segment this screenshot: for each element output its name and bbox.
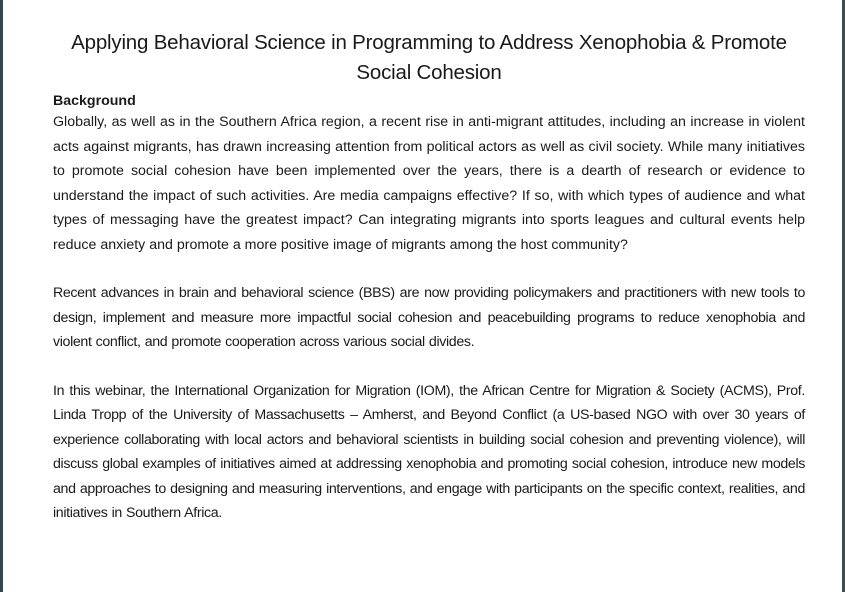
window-edge-left [0,0,3,592]
paragraph-spacer [53,257,805,281]
background-section [53,92,805,526]
section-heading: Background [53,93,136,109]
paragraph-spacer [53,355,805,379]
paragraph-bbs-advances: Recent advances in brain and behavioral science (BBS) are now providing policymakers and practitioners with new tools to design, implement and measure more impactful social cohesion and peacebuilding programs to reduce xenophobia and violent conflict, and promote cooperation across various social divides. [53,285,805,350]
document-page [53,28,805,526]
paragraph-webinar: In this webinar, the International Organization for Migration (IOM), the African Centre for Migration & Society (ACMS), Prof. Linda Tropp of the University of Massachusetts – Amherst, and Beyond Conflict (a US-based NGO with over 30 years of experience collaborating with local actors and behavioral scientists in building social cohesion and preventing violence), will discuss global examples of initiatives aimed at addressing xenophobia and promoting social cohesion, introduce new models and approaches to designing and measuring interventions, and engage with participants on the specific context, realities, and initiatives in Southern Africa. [53,382,805,521]
paragraph-background: Globally, as well as in the Southern Africa region, a recent rise in anti-migrant attitudes, including an increase in violent acts against migrants, has drawn increasing attention from political actors as well as civil society. While many initiatives to promote social cohesion have been implemented over the years, there is a dearth of research or evidence to understand the impact of such activities. Are media campaigns effective? If so, with which types of audience and what types of messaging have the greatest impact? Can integrating migrants into sports leagues and cultural events help reduce anxiety and promote a more positive image of migrants among the host community? [53,114,805,253]
document-title: Applying Behavioral Science in Programming to Address Xenophobia & Promote Social Cohesion [71,31,787,84]
